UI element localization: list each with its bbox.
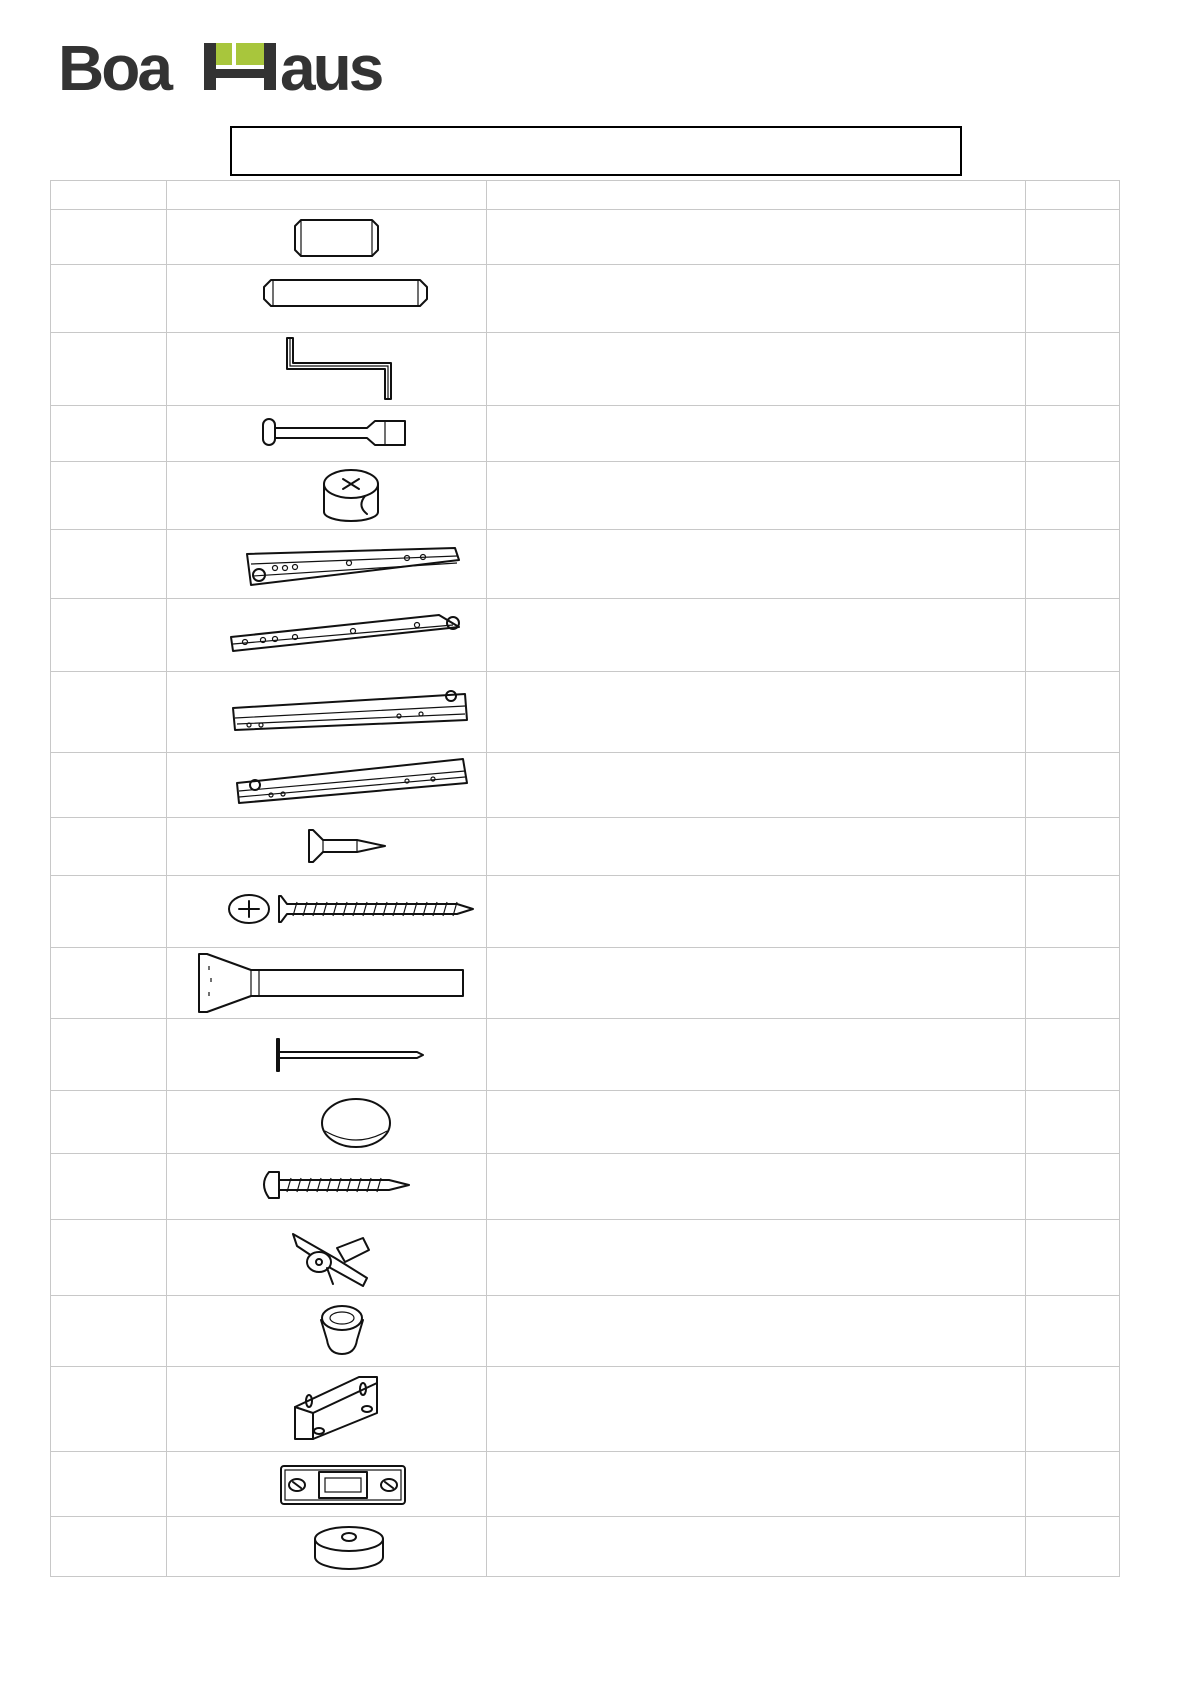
part-description — [487, 948, 1026, 1019]
part-description — [487, 672, 1026, 753]
logo-green-square-2 — [236, 43, 264, 65]
part-code — [51, 753, 167, 818]
part-code — [51, 265, 167, 333]
part-quantity — [1026, 876, 1120, 948]
table-row — [51, 1154, 1120, 1220]
title-box — [230, 126, 962, 176]
part-description — [487, 530, 1026, 599]
part-quantity — [1026, 1517, 1120, 1577]
table-row — [51, 462, 1120, 530]
table-row — [51, 876, 1120, 948]
cam-lock-icon — [167, 462, 487, 530]
part-description — [487, 1452, 1026, 1517]
part-description — [487, 333, 1026, 406]
cabinet-runner-left-icon — [167, 672, 487, 753]
table-row — [51, 530, 1120, 599]
table-row — [51, 1452, 1120, 1517]
drawer-runner-left-icon — [167, 530, 487, 599]
part-description — [487, 462, 1026, 530]
wall-plug-icon — [167, 1220, 487, 1296]
part-quantity — [1026, 599, 1120, 672]
part-code — [51, 1091, 167, 1154]
table-row — [51, 406, 1120, 462]
long-dowel-icon — [167, 265, 487, 333]
part-description — [487, 818, 1026, 876]
part-quantity — [1026, 948, 1120, 1019]
part-description — [487, 1367, 1026, 1452]
short-screw-icon — [167, 818, 487, 876]
table-row — [51, 818, 1120, 876]
logo-text-left: Boa — [58, 38, 170, 96]
part-code — [51, 876, 167, 948]
part-code — [51, 818, 167, 876]
table-row — [51, 265, 1120, 333]
part-description — [487, 406, 1026, 462]
part-quantity — [1026, 672, 1120, 753]
table-row — [51, 1019, 1120, 1091]
cam-bolt-icon — [167, 406, 487, 462]
part-code — [51, 462, 167, 530]
part-description — [487, 1154, 1026, 1220]
part-description — [487, 753, 1026, 818]
part-quantity — [1026, 1154, 1120, 1220]
part-description — [487, 265, 1026, 333]
part-code — [51, 599, 167, 672]
part-code — [51, 948, 167, 1019]
part-description — [487, 210, 1026, 265]
part-quantity — [1026, 1220, 1120, 1296]
table-row — [51, 672, 1120, 753]
header-quantity — [1026, 181, 1120, 210]
cover-cap-icon — [167, 1091, 487, 1154]
table-row — [51, 753, 1120, 818]
part-quantity — [1026, 753, 1120, 818]
header-description — [487, 181, 1026, 210]
table-header-row — [51, 181, 1120, 210]
part-description — [487, 1220, 1026, 1296]
table-row — [51, 1517, 1120, 1577]
table-row — [51, 210, 1120, 265]
part-quantity — [1026, 333, 1120, 406]
part-code — [51, 1220, 167, 1296]
table-row — [51, 1091, 1120, 1154]
part-code — [51, 1517, 167, 1577]
part-description — [487, 1296, 1026, 1367]
pan-head-screw-icon — [167, 1154, 487, 1220]
connector-bolt-icon — [167, 948, 487, 1019]
table-row — [51, 1296, 1120, 1367]
part-code — [51, 406, 167, 462]
table-row — [51, 1367, 1120, 1452]
part-code — [51, 333, 167, 406]
part-quantity — [1026, 210, 1120, 265]
table-row — [51, 599, 1120, 672]
part-description — [487, 1019, 1026, 1091]
part-quantity — [1026, 406, 1120, 462]
header-code — [51, 181, 167, 210]
long-wood-screw-icon — [167, 876, 487, 948]
header-image — [167, 181, 487, 210]
part-quantity — [1026, 530, 1120, 599]
drawer-runner-right-icon — [167, 599, 487, 672]
part-code — [51, 1367, 167, 1452]
part-quantity — [1026, 1019, 1120, 1091]
part-description — [487, 599, 1026, 672]
part-code — [51, 1452, 167, 1517]
logo-h-right — [264, 43, 276, 90]
part-code — [51, 1154, 167, 1220]
felt-pad-icon — [167, 1517, 487, 1577]
part-description — [487, 1517, 1026, 1577]
part-code — [51, 672, 167, 753]
boardhaus-logo — [58, 38, 398, 96]
parts-table — [50, 180, 1120, 1577]
allen-key-icon — [167, 333, 487, 406]
knob-icon — [167, 1296, 487, 1367]
logo-text-right: aus — [280, 38, 382, 96]
cabinet-runner-right-icon — [167, 753, 487, 818]
table-row — [51, 333, 1120, 406]
part-quantity — [1026, 1452, 1120, 1517]
angle-bracket-icon — [167, 1367, 487, 1452]
table-row — [51, 1220, 1120, 1296]
part-quantity — [1026, 1367, 1120, 1452]
logo-h-left — [204, 43, 216, 90]
table-row — [51, 948, 1120, 1019]
short-dowel-icon — [167, 210, 487, 265]
part-quantity — [1026, 462, 1120, 530]
part-description — [487, 1091, 1026, 1154]
part-code — [51, 210, 167, 265]
part-code — [51, 1296, 167, 1367]
part-quantity — [1026, 1296, 1120, 1367]
nail-icon — [167, 1019, 487, 1091]
part-quantity — [1026, 818, 1120, 876]
door-catch-icon — [167, 1452, 487, 1517]
part-code — [51, 1019, 167, 1091]
part-quantity — [1026, 265, 1120, 333]
part-quantity — [1026, 1091, 1120, 1154]
part-code — [51, 530, 167, 599]
part-description — [487, 876, 1026, 948]
